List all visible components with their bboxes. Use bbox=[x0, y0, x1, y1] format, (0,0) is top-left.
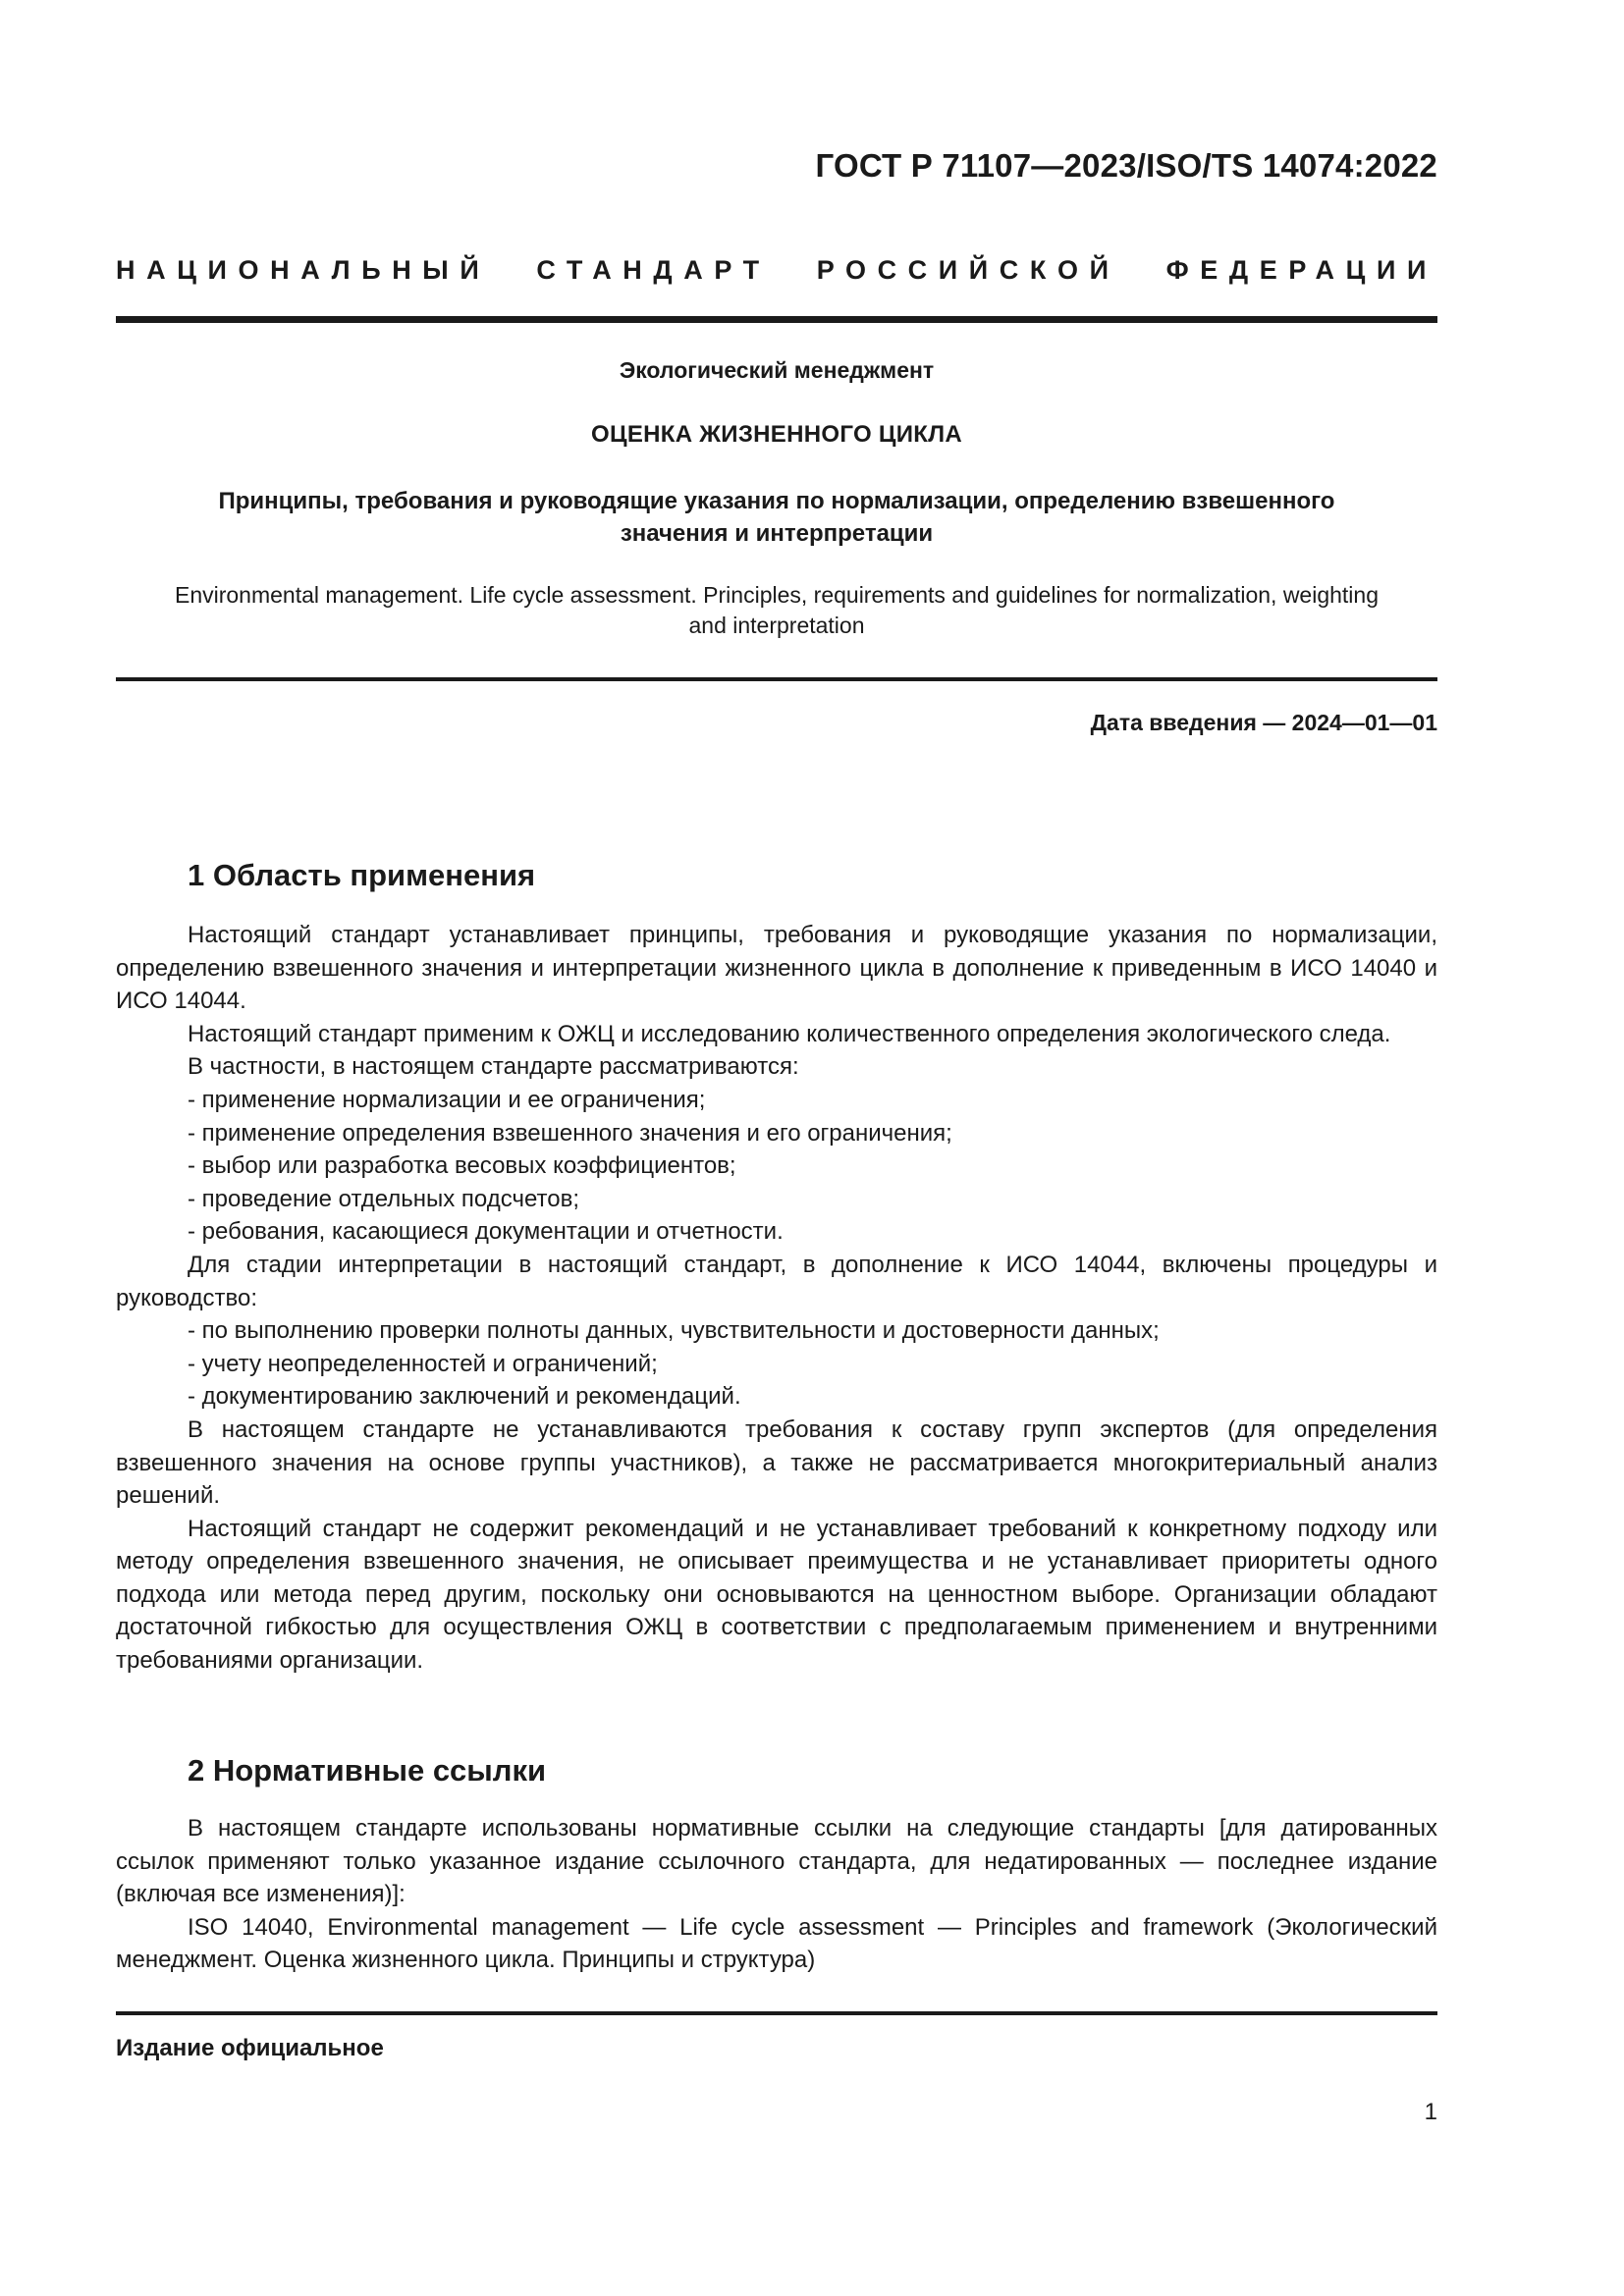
subtitle-line: Принципы, требования и руководящие указания по нормализации, определению взвешенного bbox=[218, 488, 1335, 514]
paragraph: Настоящий стандарт устанавливает принципы, требования и руководящие указания по нормализации, определению взвешенного значения и интерпретации жизненного цикла в дополнение к приведенным в ИСО 14040 и ИСО 14044. bbox=[116, 922, 1437, 1015]
list-item: - по выполнению проверки полноты данных, чувствительности и достоверности данных; bbox=[188, 1317, 1160, 1345]
paragraph: Настоящий стандарт не содержит рекомендаций и не устанавливает требований к конкретному подходу или методу определения взвешенного значения, не описывает преимущества и не устанавливает приоритеты одного подхода или метода перед другим, поскольку они основываются на ценностном выборе. Организации обладают достаточной гибкостью для осуществления ОЖЦ в соответствии с предполагаемым применением и внутренними требованиями организации. bbox=[116, 1515, 1437, 1675]
list-item: - учету неопределенностей и ограничений; bbox=[188, 1350, 658, 1377]
section-1-body bbox=[116, 919, 1437, 1678]
list-item: - выбор или разработка весовых коэффициентов; bbox=[188, 1152, 736, 1180]
document-page bbox=[116, 0, 1437, 2296]
official-edition-label: Издание официальное bbox=[116, 2035, 384, 2061]
national-standard-banner: НАЦИОНАЛЬНЫЙ СТАНДАРТ РОССИЙСКОЙ ФЕДЕРАЦИИ bbox=[116, 255, 1437, 285]
section-1-heading: 1 Область применения bbox=[188, 858, 536, 892]
paragraph: ISO 14040, Environmental management — Life cycle assessment — Principles and framework (Экологический менеджмент. Оценка жизненного цикла. Принципы и структура) bbox=[116, 1913, 1437, 1974]
section-2-body bbox=[116, 1812, 1437, 1977]
title-life-cycle-assessment: ОЦЕНКА ЖИЗНЕННОГО ЦИКЛА bbox=[591, 421, 962, 448]
paragraph: Для стадии интерпретации в настоящий стандарт, в дополнение к ИСО 14044, включены процедуры и руководство: bbox=[116, 1251, 1437, 1311]
title-environmental-management: Экологический менеджмент bbox=[619, 357, 935, 383]
list-item: - применение определения взвешенного значения и его ограничения; bbox=[188, 1119, 952, 1147]
paragraph: В настоящем стандарте использованы нормативные ссылки на следующие стандарты [для датированных ссылок применяют только указанное издание ссылочного стандарта, для недатированных — последнее издание (включая все изменения)]: bbox=[116, 1815, 1437, 1908]
paragraph: В настоящем стандарте не устанавливаются требования к составу групп экспертов (для определения взвешенного значения на основе группы участников), а также не рассматривается многокритериальный анализ решений. bbox=[116, 1415, 1437, 1510]
paragraph: В частности, в настоящем стандарте рассматриваются: bbox=[188, 1053, 799, 1081]
list-item: - применение нормализации и ее ограничения; bbox=[188, 1086, 706, 1113]
section-2-heading: 2 Нормативные ссылки bbox=[188, 1753, 547, 1788]
title-subtitle bbox=[116, 485, 1437, 550]
interpretation-list bbox=[116, 1314, 1437, 1414]
english-title-line: and interpretation bbox=[688, 613, 865, 638]
header-rule bbox=[116, 316, 1437, 323]
scope-list bbox=[116, 1084, 1437, 1249]
subtitle-line: значения и интерпретации bbox=[620, 520, 934, 547]
title-english bbox=[116, 580, 1437, 641]
standard-code: ГОСТ Р 71107—2023/ISO/TS 14074:2022 bbox=[815, 147, 1437, 184]
list-item: - проведение отдельных подсчетов; bbox=[188, 1185, 580, 1212]
english-title-line: Environmental management. Life cycle assessment. Principles, requirements and guidelines for normalization, weighting bbox=[174, 582, 1379, 608]
title-rule bbox=[116, 677, 1437, 681]
list-item: - документированию заключений и рекомендаций. bbox=[188, 1383, 741, 1411]
footer-rule bbox=[116, 2011, 1437, 2015]
list-item: - ребования, касающиеся документации и отчетности. bbox=[188, 1218, 784, 1246]
introduction-date: Дата введения — 2024—01—01 bbox=[1090, 710, 1437, 735]
paragraph: Настоящий стандарт применим к ОЖЦ и исследованию количественного определения экологического следа. bbox=[188, 1020, 1391, 1047]
page-number: 1 bbox=[1424, 2099, 1437, 2125]
